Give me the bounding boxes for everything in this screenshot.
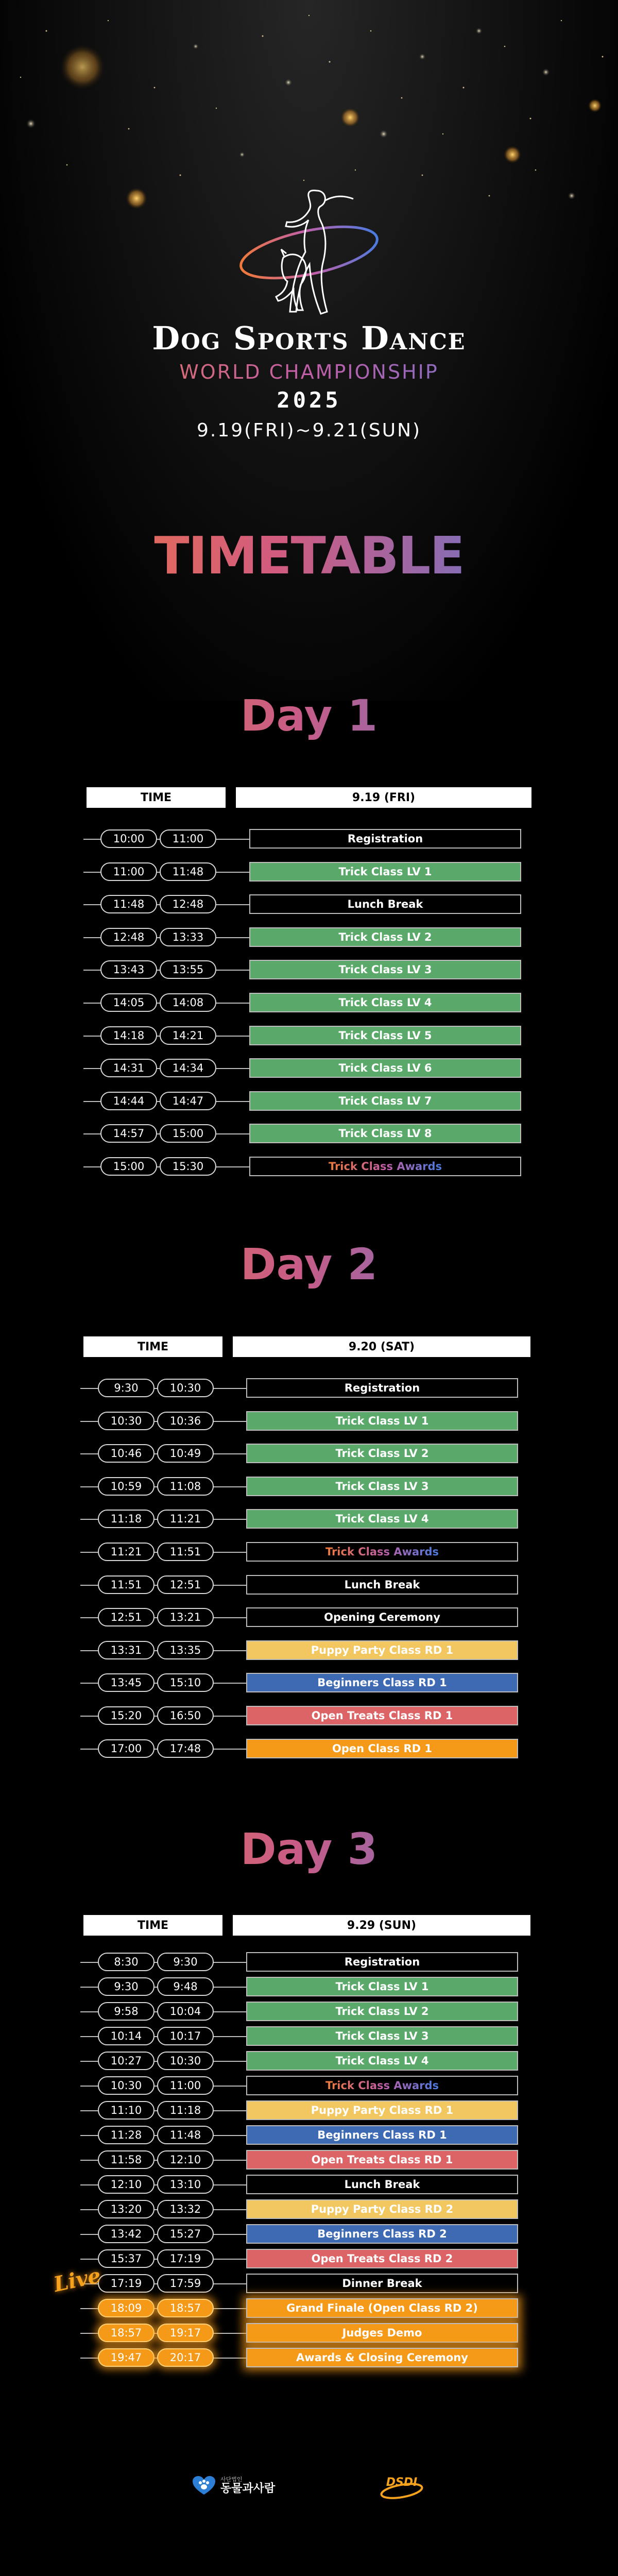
event-name-label: Puppy Party Class RD 1: [311, 2104, 454, 2116]
event-bar: [246, 1509, 518, 1529]
start-time: 10:00: [100, 829, 157, 848]
event-name-label: Trick Class LV 8: [338, 1127, 432, 1140]
start-time: 17:00: [98, 1739, 154, 1758]
event-name-label: Trick Class LV 7: [338, 1095, 432, 1107]
event-dates: 9.19(FRI)~9.21(SUN): [196, 420, 422, 441]
end-time: 12:10: [157, 2150, 214, 2169]
end-time: 9:48: [157, 1977, 214, 1996]
event-name-label: Trick Class LV 4: [335, 2055, 429, 2067]
start-time: 18:57: [98, 2324, 154, 2342]
event-bar: [249, 862, 521, 882]
end-time: 11:00: [157, 2076, 214, 2095]
start-time: 13:42: [98, 2225, 154, 2243]
end-time: 10:30: [157, 2052, 214, 2070]
start-time: 10:14: [98, 2027, 154, 2045]
time-column-header: TIME: [83, 1336, 222, 1357]
end-time: 14:47: [160, 1092, 216, 1110]
start-time: 19:47: [98, 2348, 154, 2367]
time-column-header: TIME: [87, 787, 226, 808]
start-time: 11:00: [100, 862, 157, 881]
end-time: 16:50: [157, 1706, 214, 1725]
end-time: 12:51: [157, 1575, 214, 1594]
event-bar: [246, 2274, 518, 2293]
end-time: 14:34: [160, 1059, 216, 1077]
end-time: 10:04: [157, 2002, 214, 2021]
event-bar: [249, 1026, 521, 1045]
day-title: Day 2: [0, 1239, 618, 1290]
organizer-name: 동물과사람: [220, 2482, 276, 2495]
start-time: 14:18: [100, 1026, 157, 1045]
event-bar: [246, 2100, 518, 2120]
start-time: 11:58: [98, 2150, 154, 2169]
start-time: 10:30: [98, 2076, 154, 2095]
event-bar: [246, 1739, 518, 1758]
event-bar: [246, 1378, 518, 1398]
end-time: 19:17: [157, 2324, 214, 2342]
event-bar: [246, 1673, 518, 1692]
date-column-header: 9.19 (FRI): [236, 787, 531, 808]
event-bar: [249, 1058, 521, 1078]
start-time: 10:46: [98, 1444, 154, 1463]
event-name-label: Dinner Break: [342, 2277, 422, 2290]
event-name-label: Registration: [344, 1382, 420, 1394]
event-bar: [246, 2026, 518, 2046]
start-time: 12:48: [100, 928, 157, 946]
end-time: 15:10: [157, 1673, 214, 1692]
start-time: 11:18: [98, 1510, 154, 1528]
event-name-label: Lunch Break: [344, 2178, 420, 2191]
day-title: Day 3: [0, 1824, 618, 1874]
event-name-label: Judges Demo: [342, 2327, 422, 2339]
heart-paw-icon: [193, 2476, 215, 2496]
event-bar: [246, 1477, 518, 1496]
end-time: 10:49: [157, 1444, 214, 1463]
event-name-label: Lunch Break: [344, 1579, 420, 1591]
hero-section: [0, 0, 618, 701]
event-bar: [246, 1706, 518, 1725]
end-time: 11:51: [157, 1543, 214, 1561]
event-bar: [246, 1411, 518, 1431]
event-bar: [246, 2199, 518, 2219]
event-bar: [249, 829, 521, 849]
event-bar: [246, 2150, 518, 2170]
event-bar: [246, 2002, 518, 2021]
event-name-label: Puppy Party Class RD 1: [311, 1644, 454, 1656]
end-time: 11:00: [160, 829, 216, 848]
event-name-label: Trick Class LV 1: [335, 1980, 429, 1993]
event-bar: [246, 2323, 518, 2343]
start-time: 10:59: [98, 1477, 154, 1496]
dancer-with-dog-logo: [227, 180, 391, 319]
event-name-label: Trick Class LV 3: [338, 963, 432, 976]
event-name-label: Puppy Party Class RD 2: [311, 2203, 454, 2215]
start-time: 15:37: [98, 2249, 154, 2268]
event-name-label: Beginners Class RD 1: [317, 1676, 447, 1689]
end-time: 13:32: [157, 2200, 214, 2218]
end-time: 11:08: [157, 1477, 214, 1496]
start-time: 11:28: [98, 2126, 154, 2144]
event-name-label: Beginners Class RD 1: [317, 2129, 447, 2141]
event-name-label: Trick Class LV 5: [338, 1029, 432, 1042]
end-time: 11:18: [157, 2101, 214, 2120]
event-name-label: Trick Class LV 3: [335, 1480, 429, 1493]
start-time: 17:19: [98, 2274, 154, 2293]
event-bar: [249, 993, 521, 1012]
start-time: 11:51: [98, 1575, 154, 1594]
event-bar: [249, 960, 521, 979]
event-name-label: Open Treats Class RD 2: [311, 2252, 453, 2265]
end-time: 18:57: [157, 2299, 214, 2317]
event-name-label: Grand Finale (Open Class RD 2): [286, 2302, 478, 2314]
dsdi-logo: [379, 2470, 425, 2501]
event-name-label: Trick Class Awards: [325, 1546, 439, 1558]
end-time: 13:21: [157, 1608, 214, 1626]
start-time: 13:43: [100, 960, 157, 979]
event-bar: [246, 2224, 518, 2244]
end-time: 17:48: [157, 1739, 214, 1758]
event-name-label: Trick Class LV 1: [338, 866, 432, 878]
event-bar: [249, 894, 521, 914]
end-time: 17:59: [157, 2274, 214, 2293]
end-time: 15:30: [160, 1157, 216, 1176]
event-bar: [246, 1444, 518, 1463]
start-time: 15:00: [100, 1157, 157, 1176]
end-time: 10:17: [157, 2027, 214, 2045]
event-name-label: Trick Class LV 4: [335, 1513, 429, 1525]
end-time: 20:17: [157, 2348, 214, 2367]
event-name-label: Open Treats Class RD 1: [311, 1709, 453, 1722]
event-name-label: Open Treats Class RD 1: [311, 2154, 453, 2166]
end-time: 13:35: [157, 1641, 214, 1659]
end-time: 11:21: [157, 1510, 214, 1528]
organizer-small-label: 사단법인: [220, 2476, 243, 2483]
event-bar: [246, 1575, 518, 1595]
end-time: 17:19: [157, 2249, 214, 2268]
end-time: 14:08: [160, 993, 216, 1012]
start-time: 10:27: [98, 2052, 154, 2070]
event-bar: [246, 2348, 518, 2367]
start-time: 12:51: [98, 1608, 154, 1626]
event-bar: [246, 2125, 518, 2145]
event-bar: [246, 1607, 518, 1627]
live-badge: Live: [52, 2263, 103, 2297]
event-name-label: Registration: [344, 1956, 420, 1968]
event-name-label: Registration: [347, 833, 423, 845]
event-year: 2025: [277, 387, 341, 413]
start-time: 18:09: [98, 2299, 154, 2317]
event-name-label: Trick Class LV 2: [335, 1447, 429, 1460]
end-time: 14:21: [160, 1026, 216, 1045]
start-time: 10:30: [98, 1412, 154, 1430]
start-time: 14:05: [100, 993, 157, 1012]
start-time: 14:44: [100, 1092, 157, 1110]
start-time: 11:21: [98, 1543, 154, 1561]
start-time: 13:45: [98, 1673, 154, 1692]
event-bar: [249, 1157, 521, 1176]
event-name-label: Trick Class LV 2: [338, 931, 432, 943]
end-time: 15:00: [160, 1124, 216, 1143]
event-name-label: Opening Ceremony: [324, 1611, 440, 1623]
event-name: Dog Sports Dance: [152, 319, 466, 357]
event-bar: [246, 2076, 518, 2095]
date-column-header: 9.20 (SAT): [233, 1336, 530, 1357]
event-name-label: Trick Class Awards: [328, 1160, 442, 1173]
timetable-title: TIMETABLE: [0, 526, 618, 586]
end-time: 10:36: [157, 1412, 214, 1430]
end-time: 13:55: [160, 960, 216, 979]
event-bar: [246, 1640, 518, 1660]
event-subtitle: WORLD CHAMPIONSHIP: [0, 361, 618, 383]
end-time: 11:48: [157, 2126, 214, 2144]
event-name-label: Open Class RD 1: [332, 1742, 432, 1755]
event-bar: [246, 1542, 518, 1562]
event-name-label: Trick Class LV 3: [335, 2030, 429, 2042]
event-bar: [246, 2051, 518, 2071]
event-bar: [246, 1952, 518, 1972]
time-column-header: TIME: [83, 1915, 222, 1936]
start-time: 8:30: [98, 1953, 154, 1971]
event-bar: [246, 2249, 518, 2268]
end-time: 15:27: [157, 2225, 214, 2243]
event-name-label: Beginners Class RD 2: [317, 2228, 447, 2240]
event-bar: [246, 2298, 518, 2318]
start-time: 9:30: [98, 1977, 154, 1996]
start-time: 9:58: [98, 2002, 154, 2021]
event-name-label: Awards & Closing Ceremony: [296, 2351, 468, 2364]
event-name-label: Trick Class LV 4: [338, 996, 432, 1009]
end-time: 11:48: [160, 862, 216, 881]
day-title: Day 1: [0, 690, 618, 741]
start-time: 12:10: [98, 2175, 154, 2194]
date-column-header: 9.29 (SUN): [233, 1915, 530, 1936]
event-name-label: Trick Class Awards: [325, 2079, 439, 2092]
dsdi-logo-text: DSDI: [386, 2476, 418, 2489]
event-name-label: Trick Class LV 1: [335, 1415, 429, 1427]
end-time: 13:33: [160, 928, 216, 946]
start-time: 15:20: [98, 1706, 154, 1725]
event-bar: [246, 2175, 518, 2194]
footer-organizer: [193, 2476, 275, 2496]
event-bar: [249, 1124, 521, 1143]
start-time: 9:30: [98, 1379, 154, 1397]
event-bar: [246, 1977, 518, 1996]
start-time: 11:10: [98, 2101, 154, 2120]
event-name-label: Lunch Break: [347, 898, 423, 910]
start-time: 11:48: [100, 895, 157, 913]
end-time: 10:30: [157, 1379, 214, 1397]
event-bar: [249, 1091, 521, 1111]
end-time: 12:48: [160, 895, 216, 913]
start-time: 13:31: [98, 1641, 154, 1659]
event-name-label: Trick Class LV 6: [338, 1062, 432, 1074]
event-name-label: Trick Class LV 2: [335, 2005, 429, 2018]
end-time: 13:10: [157, 2175, 214, 2194]
start-time: 14:31: [100, 1059, 157, 1077]
event-bar: [249, 927, 521, 947]
start-time: 13:20: [98, 2200, 154, 2218]
end-time: 9:30: [157, 1953, 214, 1971]
start-time: 14:57: [100, 1124, 157, 1143]
